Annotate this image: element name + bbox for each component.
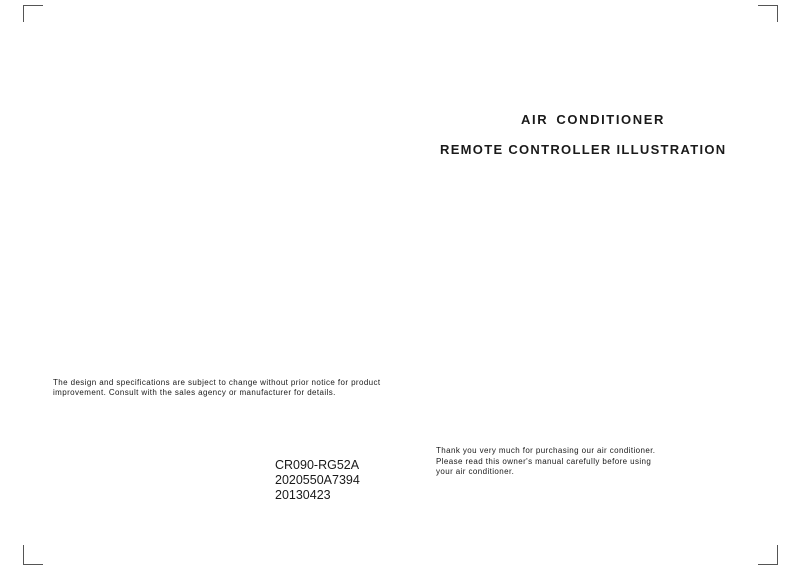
thank-you-line-3: your air conditioner. — [436, 467, 515, 476]
thank-you-line-2: Please read this owner's manual carefully before using — [436, 456, 652, 466]
crop-mark-top-left-horizontal — [23, 5, 43, 6]
crop-mark-top-right-vertical — [777, 5, 778, 22]
title-remote-controller-illustration: REMOTE CONTROLLER ILLUSTRATION — [440, 142, 727, 157]
crop-mark-top-right-horizontal — [758, 5, 778, 6]
crop-mark-bottom-left-horizontal — [23, 564, 43, 565]
model-code: CR090-RG52A — [275, 458, 360, 472]
date-code: 20130423 — [275, 488, 331, 502]
crop-mark-bottom-right-horizontal — [758, 564, 778, 565]
disclaimer-text: The design and specifications are subject to change without prior notice for product improvement. Consult with the sales agency or manufacturer for details. — [53, 378, 381, 397]
model-codes — [275, 458, 360, 503]
thank-you-note — [436, 446, 696, 478]
thank-you-line-1: Thank you very much for purchasing our air conditioner. — [436, 446, 656, 455]
crop-mark-bottom-right-vertical — [777, 545, 778, 565]
title-air-conditioner: AIR CONDITIONER — [521, 112, 665, 127]
crop-mark-bottom-left-vertical — [23, 545, 24, 565]
crop-mark-top-left-vertical — [23, 5, 24, 22]
part-number: 2020550A7394 — [275, 473, 360, 487]
